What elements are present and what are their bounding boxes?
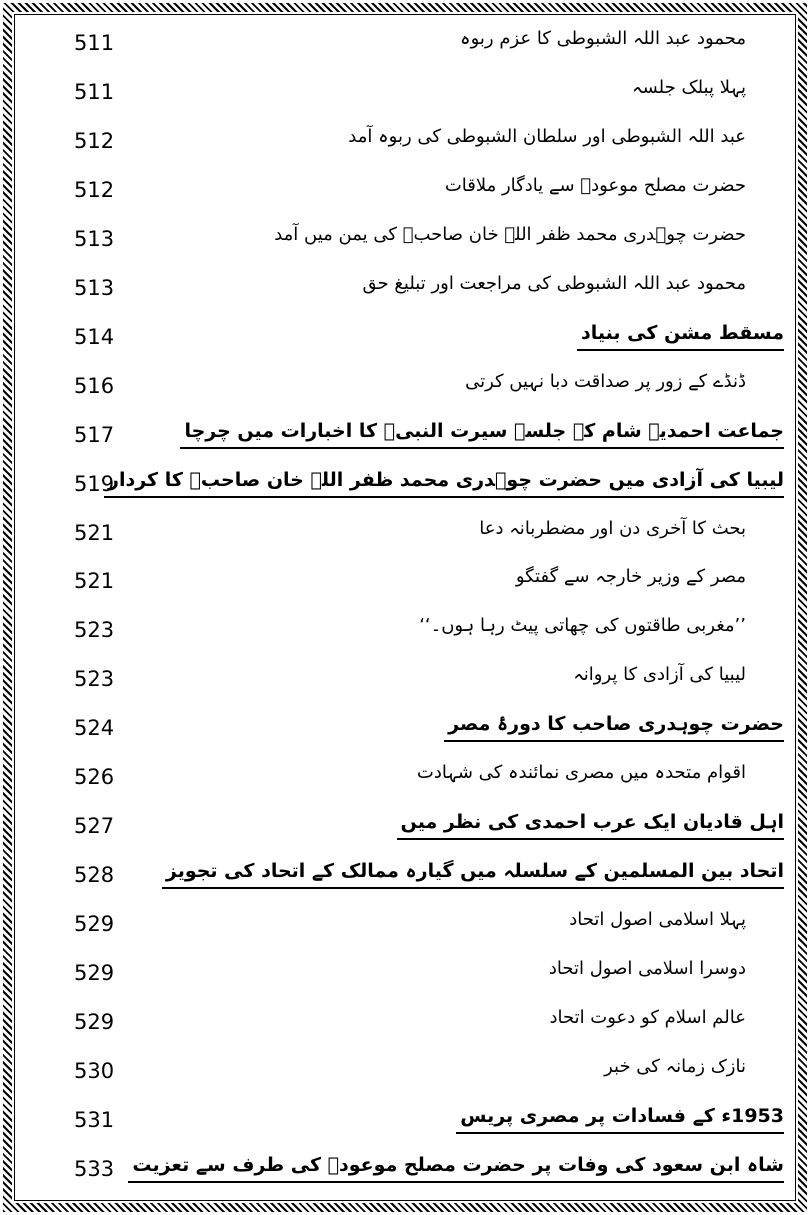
toc-entry-row: [24, 557, 784, 606]
toc-entry-title: ڈنڈے کے زور پر صداقت دبا نہیں کرتی: [465, 370, 746, 392]
toc-entry-row: [24, 900, 784, 949]
toc-entry-row: [24, 117, 784, 166]
toc-page-number: 531: [74, 1107, 115, 1132]
toc-heading-title: اتحاد بین المسلمین کے سلسلہ میں گیارہ ممالک کے اتحاد کی تجویز: [162, 855, 784, 889]
toc-page-number: 521: [74, 569, 115, 594]
toc-entry-row: [24, 655, 784, 704]
toc-page-number: 519: [74, 471, 115, 496]
toc-page-number: 524: [74, 716, 115, 741]
toc-entry-title: محمود عبد اللہ الشبوطی کی مراجعت اور تبلیغ حق: [362, 272, 746, 294]
toc-heading-title: لیبیا کی آزادی میں حضرت چوہدری محمد ظفر اللہ خان صاحبؓ کا کردار: [104, 464, 784, 498]
toc-page-number: 517: [74, 422, 115, 447]
toc-page-number: 512: [74, 128, 115, 153]
toc-entry-row: [24, 68, 784, 117]
toc-heading-row: [24, 411, 784, 460]
toc-entry-title: پہلا اسلامی اصول اتحاد: [569, 909, 746, 931]
toc-entry-row: [24, 606, 784, 655]
toc-page-number: 527: [74, 814, 115, 839]
toc-heading-row: [24, 704, 784, 753]
toc-heading-title: حضرت چوہدری صاحب کا دورۂ مصر: [444, 708, 784, 742]
toc-page-number: 526: [74, 765, 115, 790]
toc-heading-row: [24, 313, 784, 362]
toc-heading-title: اہل قادیان ایک عرب احمدی کی نظر میں: [397, 806, 784, 840]
toc-entry-row: [24, 753, 784, 802]
toc-page-number: 513: [74, 275, 115, 300]
toc-heading-row: [24, 460, 784, 509]
toc-page-number: 529: [74, 912, 115, 937]
toc-entry-title: عالم اسلام کو دعوت اتحاد: [549, 1007, 746, 1029]
toc-entry-title: ’’مغربی طاقتوں کی چھاتی پیٹ رہا ہوں۔‘‘: [419, 615, 746, 637]
toc-entry-row: [24, 19, 784, 68]
toc-entry-row: [24, 1047, 784, 1096]
toc-page-number: 513: [74, 226, 115, 251]
toc-page-number: 529: [74, 961, 115, 986]
toc-entry-row: [24, 264, 784, 313]
toc-page-number: 528: [74, 863, 115, 888]
toc-page-number: 523: [74, 667, 115, 692]
toc-entry-row: [24, 362, 784, 411]
toc-heading-row: [24, 1096, 784, 1145]
toc-entry-title: بحث کا آخری دن اور مضطربانہ دعا: [479, 517, 746, 539]
toc-entry-title: حضرت چوہدری محمد ظفر اللہ خان صاحبؓ کی یمن میں آمد: [274, 223, 746, 245]
toc-heading-row: [24, 1145, 784, 1194]
toc-page-number: 533: [74, 1156, 115, 1181]
toc-entry-title: مصر کے وزیر خارجہ سے گفتگو: [515, 566, 746, 588]
toc-page-number: 530: [74, 1059, 115, 1084]
toc-entry-row: [24, 949, 784, 998]
toc-page-number: 511: [74, 31, 115, 55]
toc-entry-row: [24, 998, 784, 1047]
toc-heading-row: [24, 851, 784, 900]
toc-page-number: 511: [74, 79, 115, 104]
toc-page-number: 516: [74, 373, 115, 398]
toc-page-number: 529: [74, 1010, 115, 1035]
toc-entry-row: [24, 166, 784, 215]
toc-heading-title: مسقط مشن کی بنیاد: [577, 317, 784, 351]
toc-heading-title: 1953ء کے فسادات پر مصری پریس: [456, 1100, 784, 1134]
toc-entry-title: لیبیا کی آزادی کا پروانہ: [573, 664, 746, 686]
toc-entry-title: محمود عبد اللہ الشبوطی کا عزم ربوہ: [460, 28, 746, 49]
toc-page-number: 512: [74, 177, 115, 202]
toc-entry-row: [24, 215, 784, 264]
toc-heading-title: شاہ ابن سعود کی وفات پر حضرت مصلح موعودؓ کی طرف سے تعزیت: [128, 1149, 784, 1183]
table-of-contents: [24, 19, 784, 1194]
toc-page-number: 523: [74, 618, 115, 643]
toc-entry-title: نازک زمانہ کی خبر: [604, 1056, 746, 1078]
toc-entry-title: دوسرا اسلامی اصول اتحاد: [548, 958, 746, 980]
toc-entry-title: اقوام متحدہ میں مصری نمائندہ کی شہادت: [416, 762, 746, 784]
toc-page-number: 514: [74, 324, 115, 349]
toc-entry-title: پہلا پبلک جلسہ: [632, 76, 746, 98]
toc-entry-row: [24, 509, 784, 558]
toc-entry-title: حضرت مصلح موعودؓ سے یادگار ملاقات: [444, 174, 746, 196]
toc-heading-row: [24, 802, 784, 851]
toc-heading-title: جماعت احمدیہ شام کے جلسہ سیرت النبیؐ کا اخبارات میں چرچا: [180, 415, 784, 449]
toc-page-number: 521: [74, 520, 115, 545]
toc-entry-title: عبد اللہ الشبوطی اور سلطان الشبوطی کی ربوہ آمد: [348, 125, 746, 147]
